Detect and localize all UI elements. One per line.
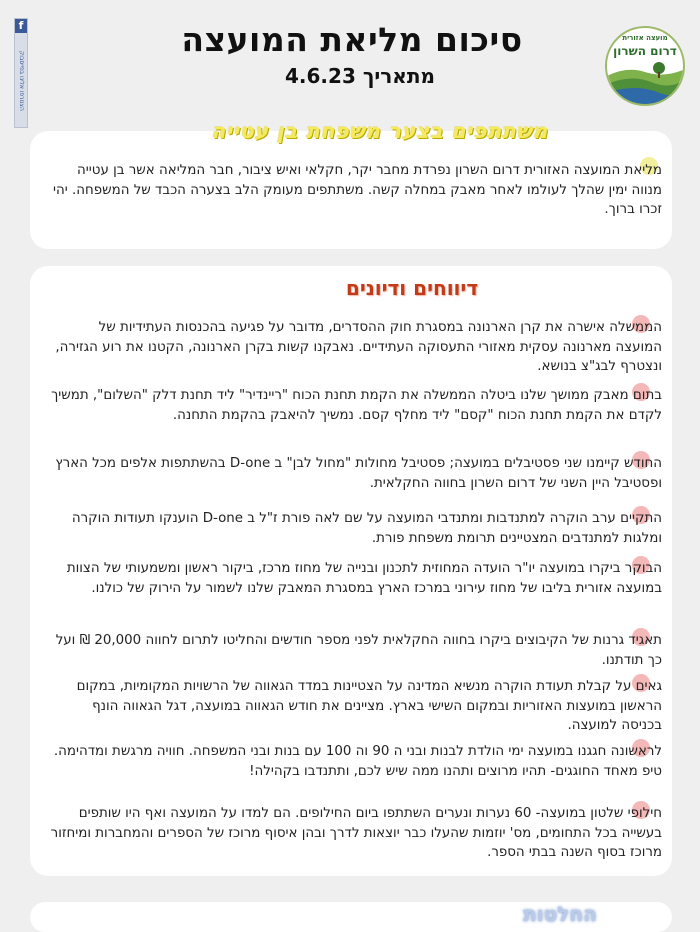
report-item: תאגיד גרנות של הקיבוצים ביקרו בחווה החקלאית לפני מספר חודשים והחליטו לתרום לחווה 20,000 ₪ ועל כך תודתנו. bbox=[55, 633, 662, 668]
condolence-text: מליאת המועצה האזורית דרום השרון נפרדת מחבר יקר, חקלאי ואיש ציבור, חבר המליאה אשר בן עטייה מנווה ימין שהלך לעולמו לאחר מאבק במחלה קשה. משתתפים מעומק הלב בצערה הכבד של המשפחה. יהי זכרו ברוך. bbox=[53, 163, 662, 217]
logo-line-2: דרום השרון bbox=[613, 44, 677, 58]
council-logo bbox=[605, 26, 685, 106]
facebook-widget[interactable] bbox=[14, 18, 28, 128]
decisions-heading: החלטות bbox=[523, 902, 597, 926]
page-subtitle: מתאריך 4.6.23 bbox=[285, 64, 435, 88]
facebook-widget-text[interactable]: הצטרפו אלינו בפייסבוק bbox=[18, 51, 25, 111]
report-item: התקיים ערב הוקרה למתנדבות ומתנדבי המועצה על שם לאה פורת ז"ל ב D-one הוענקו תעודות הוקרה ומלגות למתנדבים המצטיינים תרומת משפחת פורת. bbox=[71, 511, 662, 546]
report-item: הבוקר ביקרו במועצה יו"ר הועדה המחוזית לתכנון ובנייה של מחוז מרכז, ביקור ראשון ומשמעותי של הצוות במועצה אזורית בליבו של מחוז עירוני במרכז הארץ במסגרת המאבק שלנו לשמור על הירוק של כולנו. bbox=[66, 561, 662, 596]
reports-heading: דיווחים ודיונים bbox=[345, 276, 479, 300]
condolence-card bbox=[30, 119, 672, 249]
report-item: לראשונה חגגנו במועצה ימי הולדת לבנות ובני ה 90 וה 100 עם בנות ובני המשפחה. חוויה מרגשת ומדהימה. טיפ מאחד החוגגים- תהיו מרוצים ותהנו ממה שיש לכם, ותתנדבו בקהילה! bbox=[53, 744, 662, 779]
decisions-card bbox=[30, 902, 672, 932]
report-item: הממשלה אישרה את קרן הארנונה במסגרת חוק ההסדרים, מדובר על פגיעה בהכנסות העתידיות של המועצה מארנונה עסקית מאזורי התעסוקה העתידיים. נאבקנו קשות בקרן הארנונה, הקטנו את רוע הגזירה, ונצטרף לבג"צ בנושא. bbox=[55, 320, 662, 374]
report-item: החודש קיימנו שני פסטיבלים במועצה; פסטיבל מחולות "מחול לבן" ב D-one בהשתתפות אלפים מכל הארץ ופסטיבל היין השני של דרום השרון בחווה החקלאית. bbox=[55, 456, 662, 491]
logo-line-1: מועצה אזורית bbox=[622, 34, 668, 42]
logo-landscape-icon bbox=[607, 58, 683, 104]
facebook-icon[interactable]: f bbox=[15, 19, 27, 33]
report-item: גאים על קבלת תעודת הוקרה מנשיא המדינה על הצטיינות במדד הגאווה של הרשויות המקומיות, במקום הראשון במועצות האזוריות ובמקום השישי בארץ. מציינים את חודש הגאווה במועצה, דגל הגאווה הונף בכניסה למועצה. bbox=[76, 679, 662, 733]
report-item: חילופי שלטון במועצה- 60 נערות ונערים השתתפו ביום החילופים. הם למדו על המועצה ואף היו שותפים בעשייה בכל התחומים, מס' יוזמות שהעלו כבר יוצאות לדרך ובהן איסוף מרוכז של הספרים והמחברות ומיחזור מרוכז בסוף השנה בבתי הספר. bbox=[50, 806, 662, 860]
page-title: סיכום מליאת המועצה bbox=[181, 20, 523, 59]
report-item: בתום מאבק ממושך שלנו ביטלה הממשלה את הקמת תחנת הכוח "ריינדיר" ליד תחנת דלק "השלום", תמשיך לקדם את הקמת תחנת הכוח "קסם" ליד מחלף קסם. נמשיך להיאבק בהקמת התחנה. bbox=[51, 388, 662, 423]
reports-card bbox=[30, 266, 672, 876]
condolence-heading: משתתפים בצער משפחת בן עטייה bbox=[211, 119, 549, 143]
